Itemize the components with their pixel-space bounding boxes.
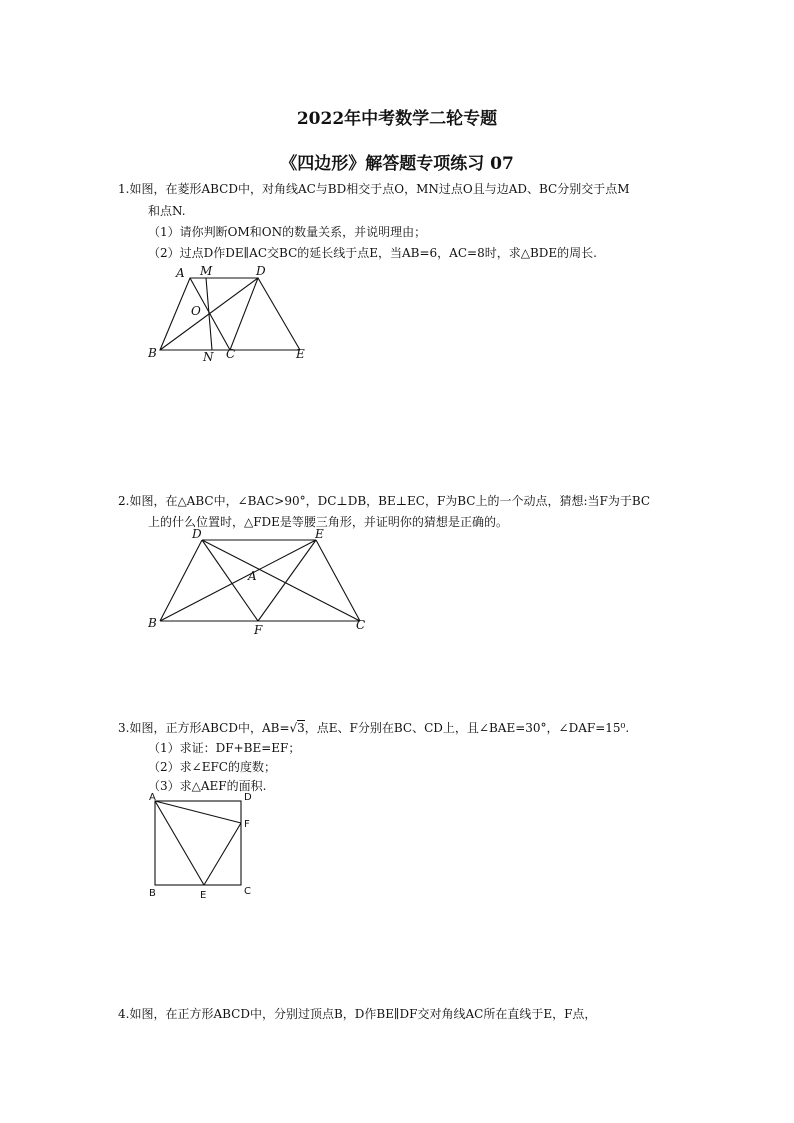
q1-text-line1: 1.如图，在菱形ABCD中，对角线AC与BD相交于点O，MN过点O且与边AD、BC分别交于点M <box>118 182 630 196</box>
q2-figure <box>140 526 380 638</box>
q1-figure <box>140 262 320 366</box>
q1-label-e: E <box>296 347 305 361</box>
q2-label-b: B <box>148 616 157 630</box>
q1-label-b: B <box>148 346 157 360</box>
q1-part2: （2）过点D作DE∥AC交BC的延长线于点E，当AB=6，AC=8时，求△BDE的周长. <box>148 246 597 260</box>
q3-segment-af <box>155 801 241 823</box>
q2-label-a: A <box>248 569 257 583</box>
q1-segment-mn <box>206 278 212 350</box>
q3-label-c: C <box>244 886 251 897</box>
q2-segment-ef <box>258 540 316 621</box>
q1-part1: （1）请你判断OM和ON的数量关系，并说明理由； <box>148 225 427 239</box>
q1-label-d: D <box>256 264 266 278</box>
q1-label-o: O <box>191 304 201 318</box>
q3-part1: （1）求证：DF+BE=EF； <box>148 741 301 755</box>
q3-figure <box>140 788 270 902</box>
q3-segment-ae <box>155 801 204 885</box>
q3-text-post: ，点E、F分别在BC、CD上，且∠BAE=30°，∠DAF=15⁰. <box>304 721 630 735</box>
q2-label-f: F <box>254 623 263 637</box>
q3-label-f: F <box>244 819 250 830</box>
q2-label-d: D <box>192 527 202 541</box>
q3-segment-ef <box>204 823 241 885</box>
q1-label-a: A <box>176 266 185 280</box>
q3-label-a: A <box>149 792 156 803</box>
q3-label-d: D <box>244 792 252 803</box>
q1-segment-de <box>258 278 300 350</box>
q1-label-n: N <box>203 350 214 364</box>
q2-segment-ec <box>316 540 360 621</box>
q2-text-line2: 上的什么位置时，△FDE是等腰三角形，并证明你的猜想是正确的。 <box>148 515 508 529</box>
q3-square <box>155 801 241 885</box>
q2-text-line1: 2.如图，在△ABC中，∠BAC>90°，DC⊥DB，BE⊥EC，F为BC上的一个动点，猜想:当F为于BC <box>118 494 651 508</box>
q2-label-e: E <box>315 527 324 541</box>
document-subtitle: 《四边形》解答题专项练习 07 <box>280 154 514 174</box>
q3-text-line1 <box>118 720 629 736</box>
q3-sqrt-symbol: √ <box>289 721 298 735</box>
q3-label-b: B <box>149 888 156 899</box>
q1-label-m: M <box>200 264 213 278</box>
q1-label-c: C <box>226 347 236 361</box>
q2-label-c: C <box>356 618 366 632</box>
q4-text-line1: 4.如图，在正方形ABCD中，分别过顶点B，D作BE∥DF交对角线AC所在直线于E，F点， <box>118 1007 597 1021</box>
q2-segment-be <box>160 540 316 621</box>
q3-label-e: E <box>200 890 207 901</box>
q3-text-pre: 3.如图，正方形ABCD中，AB= <box>118 721 290 735</box>
q3-part2: （2）求∠EFC的度数； <box>148 760 276 774</box>
q3-part3: （3）求△AEF的面积. <box>148 779 267 793</box>
q3-sqrt-value: 3 <box>297 721 305 735</box>
q1-text-line2: 和点N. <box>148 204 186 218</box>
document-title: 2022年中考数学二轮专题 <box>296 109 498 129</box>
q2-segment-dc <box>202 540 360 621</box>
q2-segment-bd <box>160 540 202 621</box>
